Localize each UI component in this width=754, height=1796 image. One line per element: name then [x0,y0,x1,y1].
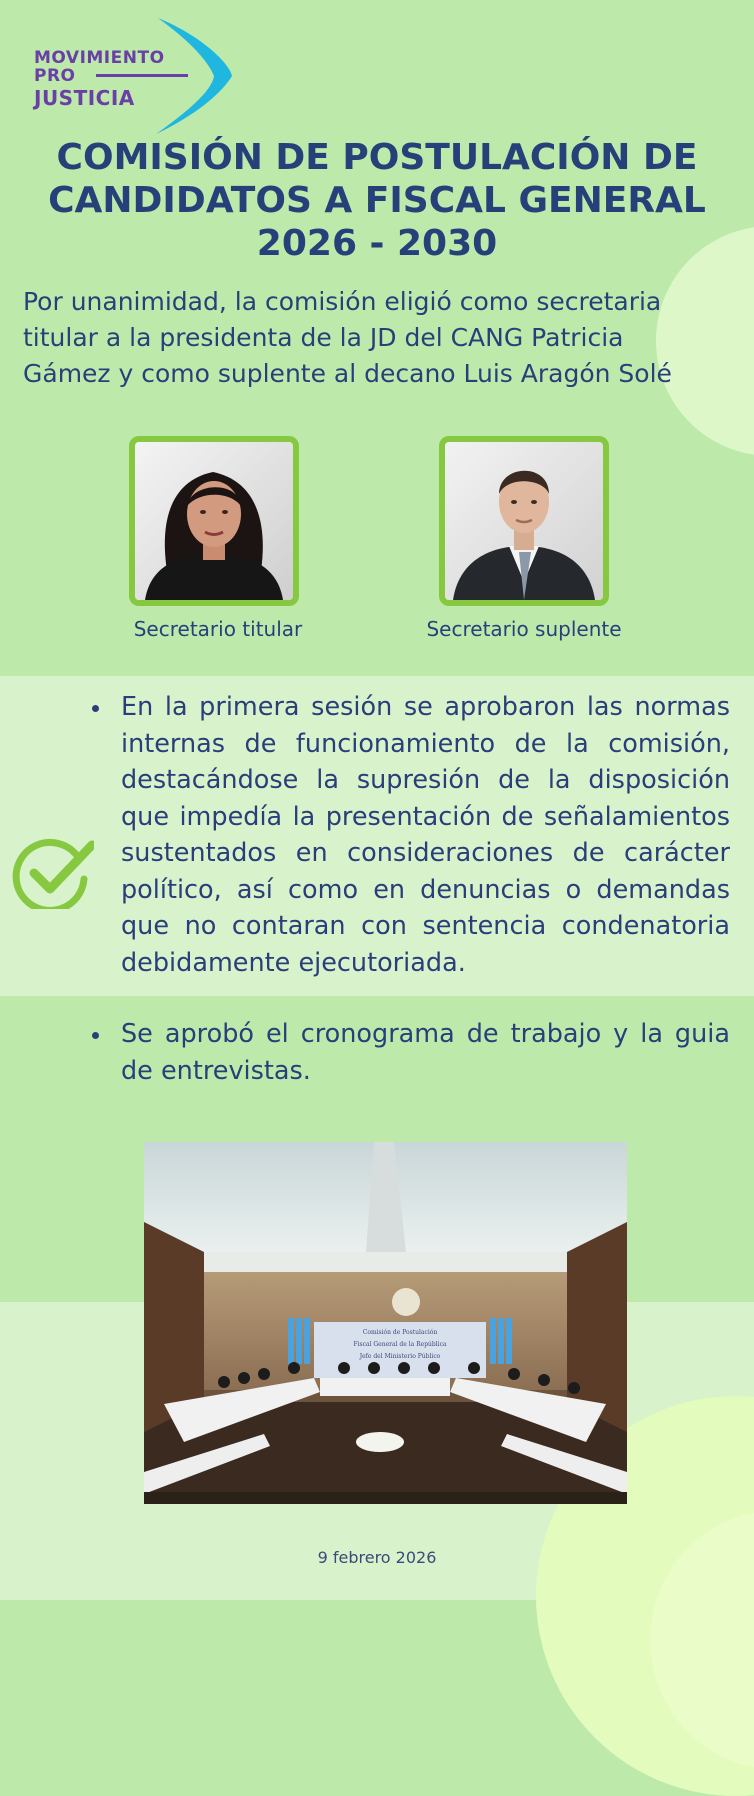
title-line2: CANDIDATOS A FISCAL GENERAL [48,180,706,221]
bullet-item-normas [92,689,730,981]
bullet-list-normas [92,689,730,981]
bullet-dot [92,1032,99,1039]
caption-suplente: Secretario suplente [426,617,622,641]
bullet-text-normas: En la primera sesión se aprobaron las normas internas de funcionamiento de la comisión, destacándose la supresión de la disposición que impedía la presentación de señalamientos sustentados en consideraciones de carácter político, así como en denuncias o demandas que no contaran con sentencia condenatoria debidamente ejecutoriada. [121,692,730,978]
man-portrait-image [445,442,603,600]
logo-text-line1: MOVIMIENTO [34,48,165,68]
page-title [20,136,734,265]
movimiento-pro-justicia-logo [30,16,240,136]
title-line3: 2026 - 2030 [256,223,498,264]
banner-line2: Fiscal General de la República [353,1341,447,1348]
profile-photo-titular [129,436,299,606]
intro-line3: Gámez y como suplente al decano Luis Aragón Solé [23,359,672,388]
title-line1: COMISIÓN DE POSTULACIÓN DE [56,137,698,178]
caption-titular: Secretario titular [133,617,303,641]
logo-text-line3: JUSTICIA [34,86,135,110]
bullet-dot [92,705,99,712]
flags-right [490,1318,512,1364]
profile-photo-suplente [439,436,609,606]
bullet-item-cronograma [92,1016,730,1089]
check-circle-icon [12,835,94,909]
meeting-room-image [144,1142,627,1504]
meeting-room-photo [144,1142,627,1504]
logo-divider [96,74,188,77]
bullet-text-cronograma: Se aprobó el cronograma de trabajo y la guia de entrevistas. [121,1019,730,1086]
banner-line1: Comisión de Postulación [362,1329,438,1336]
flags-left [288,1318,310,1364]
woman-portrait-image [135,442,293,600]
logo-text-line2: PRO [34,66,76,86]
footer-date: 9 febrero 2026 [317,1548,437,1567]
intro-paragraph [23,284,723,392]
bullet-list-cronograma [92,1016,730,1089]
intro-line1: Por unanimidad, la comisión eligió como secretaria [23,287,662,316]
intro-line2: titular a la presidenta de la JD del CANG Patricia [23,323,624,352]
banner-line3: Jefe del Ministerio Público [359,1353,441,1360]
